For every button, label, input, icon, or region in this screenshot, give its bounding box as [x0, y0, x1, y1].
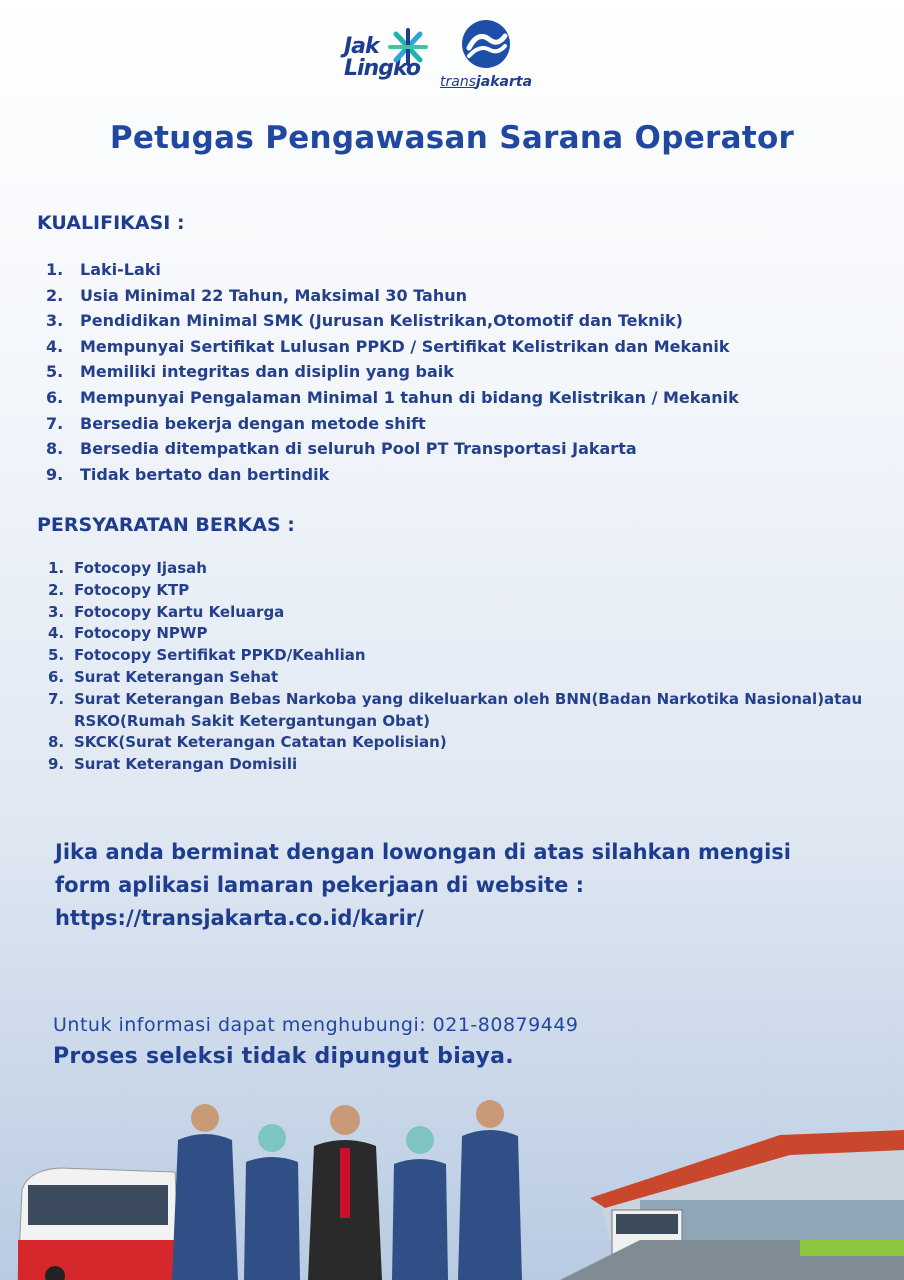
free-selection-notice: Proses seleksi tidak dipungut biaya. [53, 1044, 514, 1069]
list-item-text: Memiliki integritas dan disiplin yang baik [80, 362, 454, 382]
list-item [46, 437, 739, 463]
transjakarta-prefix: trans [440, 74, 476, 90]
career-url-link[interactable]: https://transjakarta.co.id/karir/ [55, 906, 424, 930]
list-item [46, 335, 739, 361]
list-item-text: Mempunyai Pengalaman Minimal 1 tahun di bidang Kelistrikan / Mekanik [80, 387, 739, 407]
list-item-text: Mempunyai Sertifikat Lulusan PPKD / Sertifikat Kelistrikan dan Mekanik [80, 336, 730, 356]
list-item-text: Fotocopy KTP [74, 580, 190, 599]
list-item [48, 645, 874, 667]
list-item [46, 386, 739, 412]
list-item-text: Surat Keterangan Bebas Narkoba yang dikeluarkan oleh BNN(Badan Narkotika Nasional)atau RSKO(Rumah Sakit Ketergantungan Obat) [74, 689, 863, 730]
bus-illustration [18, 1168, 180, 1280]
list-item-number: 4. [46, 336, 64, 356]
job-title: Petugas Pengawasan Sarana Operator [109, 120, 795, 156]
list-item-text: Fotocopy Sertifikat PPKD/Keahlian [74, 646, 366, 665]
staff-person [458, 1100, 522, 1280]
list-item-text: Laki-Laki [80, 260, 161, 279]
list-item-number: 1. [46, 260, 64, 279]
list-item-number: 5. [48, 646, 65, 665]
list-item-text: Bersedia ditempatkan di seluruh Pool PT Transportasi Jakarta [80, 439, 637, 459]
transjakarta-suffix: jakarta [476, 74, 533, 90]
list-item-number: 9. [46, 464, 64, 484]
list-item-text: Fotocopy Kartu Keluarga [74, 602, 285, 621]
list-item-number: 7. [46, 413, 64, 433]
kualifikasi-heading: KUALIFIKASI : [37, 212, 185, 234]
staff-person [244, 1124, 300, 1280]
application-instructions [55, 836, 875, 935]
contact-info: Untuk informasi dapat menghubungi: 021-80879449 [53, 1014, 579, 1036]
list-item-number: 9. [48, 755, 65, 774]
cta-line2: form aplikasi lamaran pekerjaan di website : [55, 873, 585, 897]
list-item [46, 463, 739, 489]
cta-line1: Jika anda berminat dengan lowongan di atas silahkan mengisi [55, 840, 791, 864]
list-item [46, 309, 739, 335]
list-item [46, 360, 739, 386]
list-item-number: 7. [48, 689, 65, 708]
list-item-text: Surat Keterangan Domisili [74, 755, 298, 774]
list-item-number: 6. [48, 667, 65, 686]
list-item [48, 667, 874, 689]
list-item [48, 754, 874, 776]
transjakarta-logo-text [440, 74, 532, 90]
kualifikasi-list [46, 258, 739, 488]
logo-bar [340, 18, 560, 98]
staff-person [308, 1105, 382, 1280]
staff-and-bus-illustration [0, 1090, 904, 1280]
list-item [48, 558, 874, 580]
list-item-number: 3. [46, 311, 64, 331]
list-item [48, 732, 874, 754]
list-item [48, 623, 874, 645]
list-item-number: 2. [48, 580, 65, 599]
list-item-number: 4. [48, 624, 65, 643]
list-item-number: 8. [48, 733, 65, 752]
list-item-number: 2. [46, 285, 64, 305]
list-item [48, 602, 874, 624]
list-item [48, 580, 874, 602]
jaklingko-line1: Jak [344, 34, 379, 59]
bus-station-illustration [560, 1130, 904, 1280]
list-item-text: SKCK(Surat Keterangan Catatan Kepolisian) [74, 733, 447, 752]
transjakarta-logo-icon [460, 18, 512, 70]
list-item [46, 412, 739, 438]
jaklingko-line2: Lingko [344, 56, 420, 81]
list-item-text: Tidak bertato dan bertindik [80, 464, 330, 484]
staff-person [392, 1126, 448, 1280]
list-item [46, 284, 739, 310]
list-item-text: Surat Keterangan Sehat [74, 667, 279, 686]
list-item [46, 258, 739, 284]
list-item-number: 1. [48, 559, 65, 577]
list-item-text: Pendidikan Minimal SMK (Jurusan Kelistrikan,Otomotif dan Teknik) [80, 311, 683, 331]
list-item-text: Fotocopy Ijasah [74, 559, 207, 577]
staff-person [172, 1104, 238, 1280]
list-item-number: 5. [46, 362, 64, 382]
persyaratan-list [48, 558, 874, 776]
list-item-number: 8. [46, 439, 64, 459]
jaklingko-star-icon [388, 28, 428, 66]
list-item-number: 3. [48, 602, 65, 621]
list-item-text: Fotocopy NPWP [74, 624, 208, 643]
staff-group [172, 1100, 522, 1280]
list-item-number: 6. [46, 387, 64, 407]
persyaratan-heading: PERSYARATAN BERKAS : [37, 514, 295, 536]
list-item-text: Usia Minimal 22 Tahun, Maksimal 30 Tahun [80, 285, 468, 305]
list-item [48, 689, 874, 733]
list-item-text: Bersedia bekerja dengan metode shift [80, 413, 426, 433]
